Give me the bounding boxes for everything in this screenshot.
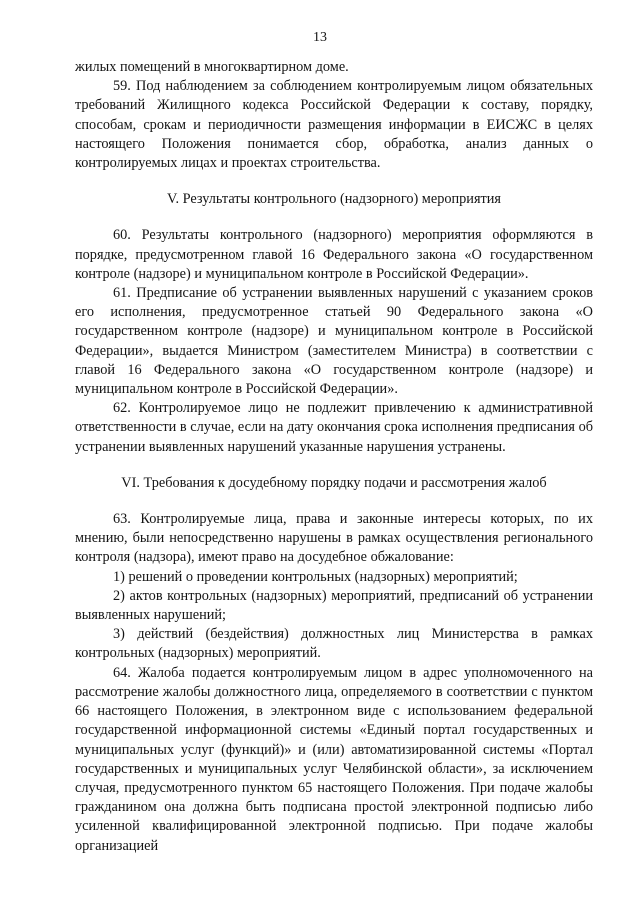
section-heading: VI. Требования к досудебному порядку подачи и рассмотрения жалоб <box>121 474 547 491</box>
paragraph: 60. Результаты контрольного (надзорного) мероприятия оформляются в порядке, предусмотренном главой 16 Федерального закона «О государственном контроле (надзоре) и муниципальном контроле в Российской Федерации». <box>75 227 593 282</box>
paragraph: 59. Под наблюдением за соблюдением контролируемым лицом обязательных требований Жилищного кодекса Российской Федерации к составу, порядку, способам, срокам и периодичности размещения информации в ЕИСЖС в целях настоящего Положения понимается сбор, обработка, анализ данных о контролируемых лицах и проектах строительства. <box>75 78 593 172</box>
paragraph: 61. Предписание об устранении выявленных нарушений с указанием сроков его исполнения, предусмотренное статьей 90 Федерального закона «О государственном контроле (надзоре) и муниципальном контроле в Российской Федерации», выдается Министром (заместителем Министра) в соответствии с главой 16 Федерального закона «О государственном контроле (надзоре) и муниципальном контроле в Российской Федерации». <box>75 285 593 398</box>
paragraph: 2) актов контрольных (надзорных) мероприятий, предписаний об устранении выявленных нарушений; <box>75 587 593 624</box>
paragraph: 64. Жалоба подается контролируемым лицом в адрес уполномоченного на рассмотрение жалобы должностного лица, определяемого в соответствии с пунктом 66 настоящего Положения, в электронном виде с использованием федеральной государственной информационной системы «Единый портал государственных и муниципальных услуг (функций)» и (или) автоматизированной системы «Портал государственных и муниципальных услуг Челябинской области», за исключением случая, предусмотренного пунктом 65 настоящего Положения. При подаче жалобы гражданином она должна быть подписана простой электронной подписью либо усиленной квалифицированной электронной подписью. При подаче жалобы организацией <box>75 664 593 854</box>
paragraph: 3) действий (бездействия) должностных лиц Министерства в рамках контрольных (надзорных) мероприятий. <box>75 626 593 662</box>
section-heading: V. Результаты контрольного (надзорного) мероприятия <box>167 191 501 208</box>
paragraph: 63. Контролируемые лица, права и законные интересы которых, по их мнению, были непосредственно нарушены в рамках осуществления регионального контроля (надзора), имеют право на досудебное обжалование: <box>75 511 593 566</box>
paragraph: 1) решений о проведении контрольных (надзорных) мероприятий; <box>113 568 518 585</box>
page-number: 13 <box>313 30 327 45</box>
document-body <box>75 58 593 856</box>
paragraph: жилых помещений в многоквартирном доме. <box>75 59 349 75</box>
paragraph: 62. Контролируемое лицо не подлежит привлечению к административной ответственности в случае, если на дату окончания срока исполнения предписания об устранении выявленных нарушений указанные нарушения устранены. <box>75 400 593 455</box>
